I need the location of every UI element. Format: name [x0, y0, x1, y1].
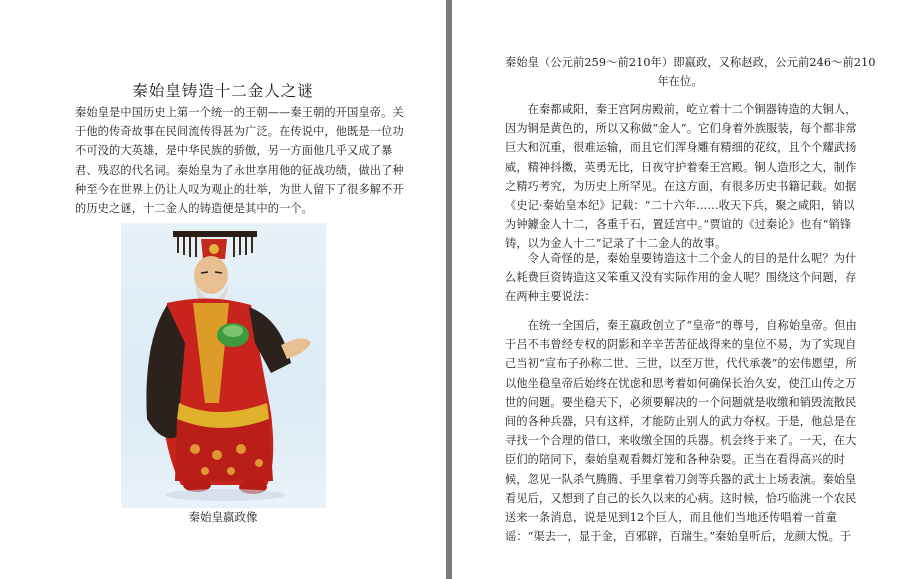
text-line: 之精巧考究，为历史上所罕见。在这方面，有很多历史书籍记载。如据 [505, 179, 857, 193]
text-line: 的历史之谜，十二金人的铸造便是其中的一个。 [75, 202, 314, 216]
text-line: 于吕不韦曾经专权的阴影和辛辛苦苦征战得来的皇位不易，为了实现自 [505, 338, 857, 352]
text-line: 铸，以为金人十二”记录了十二金人的故事。 [505, 237, 727, 251]
text-line: 么耗费巨资铸造这又笨重又没有实际作用的金人呢？围绕这个问题，存 [505, 271, 857, 285]
text-line: 以他坐稳皇帝后始终在忧虑和思考着如何确保长治久安，使江山传之万 [505, 376, 857, 390]
text-line: 巨大和沉重，很难运输，而且它们浑身雕有精细的花纹，且个个耀武扬 [505, 141, 857, 155]
paragraph-golden-statues [505, 100, 855, 254]
text-line: 在两种主要说法： [505, 290, 596, 304]
text-line: 己当初“宣布子孙称二世、三世，以至万世，代代承袭”的宏伟愿望，所 [505, 357, 857, 371]
text-line: 秦始皇（公元前259～前210年）即嬴政，又称赵政，公元前246～前210 [505, 56, 876, 69]
text-line: 威，精神抖擞，英勇无比，日夜守护着秦王宫殿。铜人造形之大，制作 [505, 160, 857, 174]
text-line: 不可没的大英雄，是中华民族的骄傲，另一方面他几乎又成了暴 [75, 144, 393, 158]
text-line: 为钟鐻金人十二，各重千石，置廷宫中。”贾谊的《过秦论》也有“销锋 [505, 218, 852, 232]
text-line: 君、残忍的代名词。秦始皇为了永世享用他的征战功绩，做出了种 [75, 163, 404, 177]
text-line: 寻找一个合理的借口，来收缴全国的兵器。机会终于来了。一天，在大 [505, 434, 857, 448]
emperor-portrait-illustration [121, 223, 326, 508]
text-line: 令人奇怪的是，秦始皇要铸造这十二个金人的目的是什么呢？为什 [505, 252, 857, 265]
text-line: 种至今在世界上仍让人叹为观止的壮举，为世人留下了很多解不开 [75, 182, 404, 196]
emperor-dates-note [505, 53, 876, 91]
figure-caption: 秦始皇嬴政像 [188, 510, 258, 524]
intro-paragraph [75, 103, 405, 218]
text-line: 世的问题。要坐稳天下，必须要解决的一个问题就是收缴和销毁流散民 [505, 395, 857, 409]
text-line: 因为铜是黄色的，所以又称做“金人”。它们身着外族服装，每个都非常 [505, 122, 857, 136]
paragraph-weapons-collection [505, 316, 855, 546]
emperor-portrait-image [121, 223, 326, 508]
text-line: 年在位。 [657, 75, 703, 89]
left-page [0, 0, 446, 579]
text-line: 在秦都咸阳，秦王宫阿房殿前，屹立着十二个铜器铸造的大铜人， [505, 103, 857, 116]
text-line: 秦始皇是中国历史上第一个统一的王朝——秦王朝的开国皇帝。关 [75, 106, 404, 119]
text-line: 谣：“渠去一，显于金，百邪辟，百瑞生。”秦始皇听后，龙颜大悦。于 [505, 530, 852, 544]
paragraph-purpose-question [505, 249, 855, 307]
text-line: 《史记·秦始皇本纪》记载：“二十六年……收天下兵，聚之咸阳，销以 [505, 199, 855, 213]
text-line: 间的各种兵器，只有这样，才能防止别人的武力夺权。于是，他总是在 [505, 415, 857, 429]
page-title: 秦始皇铸造十二金人之谜 [132, 82, 314, 100]
text-line: 在统一全国后，秦王嬴政创立了“皇帝”的尊号，自称始皇帝。但由 [505, 319, 857, 332]
text-line: 看见后，又想到了自己的长久以来的心病。这时候，恰巧临洮一个农民 [505, 491, 857, 505]
text-line: 于他的传奇故事在民间流传得甚为广泛。在传说中，他既是一位功 [75, 125, 404, 139]
text-line: 送来一条消息，说是见到12个巨人，而且他们当地还传唱着一首童 [505, 511, 837, 525]
text-line: 臣们的陪同下，秦始皇观看舞灯笼和各种杂耍。正当在看得高兴的时 [505, 453, 846, 467]
text-line: 候，忽见一队杀气腾腾、手里拿着刀剑等兵器的武士上场表演。秦始皇 [505, 472, 857, 486]
